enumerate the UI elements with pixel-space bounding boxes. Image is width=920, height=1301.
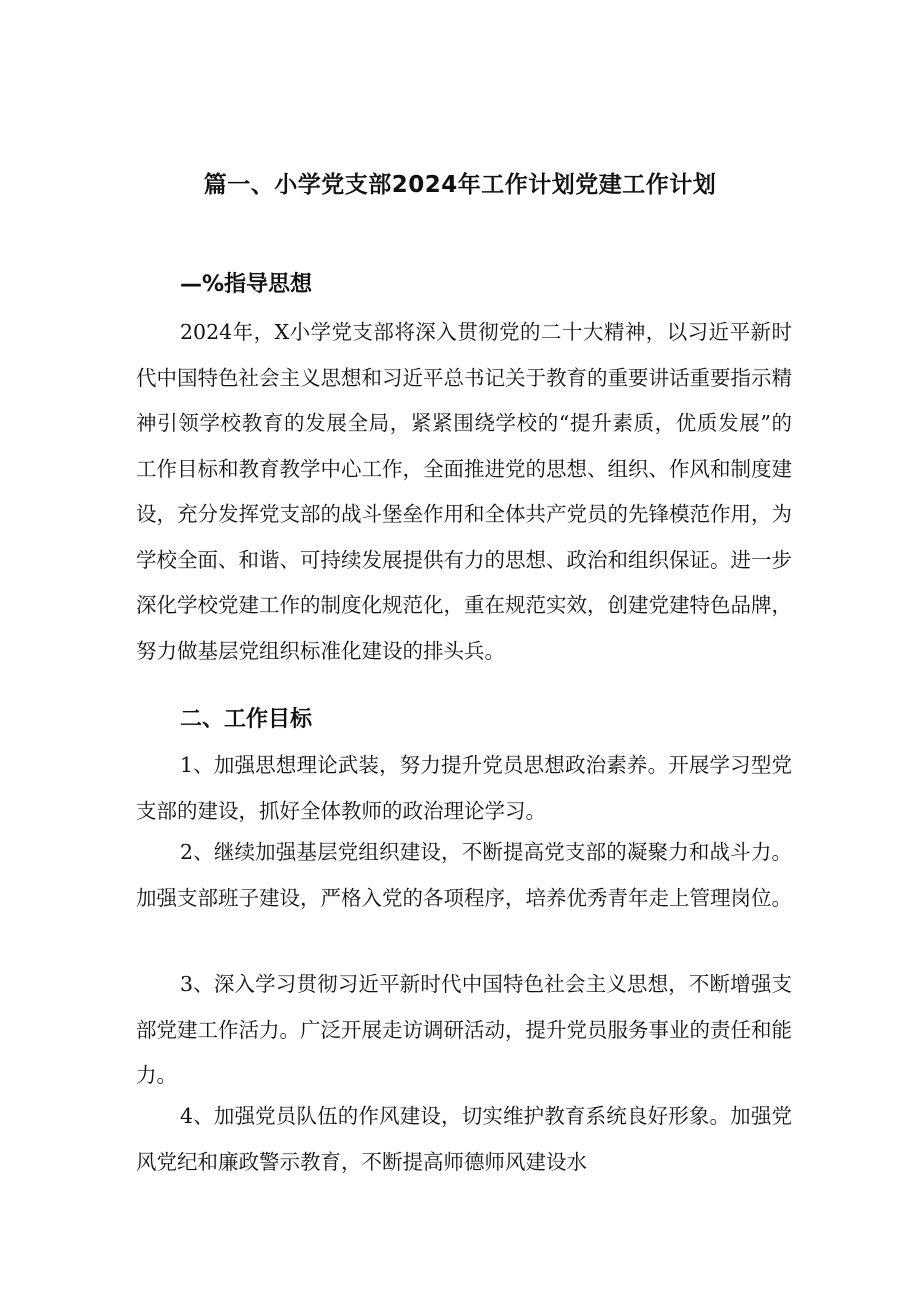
goal-item-3: 3、深入学习贯彻习近平新时代中国特色社会主义思想，不断增强支部党建工作活力。广泛开展走访调研活动，提升党员服务事业的责任和能力。: [136, 972, 792, 1087]
guiding-ideology-paragraph: 2024年，X小学党支部将深入贯彻党的二十大精神，以习近平新时代中国特色社会主义思想和习近平总书记关于教育的重要讲话重要指示精神引领学校教育的发展全局，紧紧围绕学校的“提升素质，优质发展”的工作目标和教育教学中心工作，全面推进党的思想、组织、作风和制度建设，充分发挥党支部的战斗堡垒作用和全体共产党员的先锋模范作用，为学校全面、和谐、可持续发展提供有力的思想、政治和组织保证。进一步深化学校党建工作的制度化规范化，重在规范实效，创建党建特色品牌，努力做基层党组织标准化建设的排头兵。: [136, 320, 792, 663]
section-heading-work-goals: 二、工作目标: [180, 707, 313, 732]
document-title: 篇一、小学党支部2024年工作计划党建工作计划: [203, 172, 717, 198]
goal-item-2: 2、继续加强基层党组织建设，不断提高党支部的凝聚力和战斗力。加强支部班子建设，严格入党的各项程序，培养优秀青年走上管理岗位。: [136, 840, 792, 910]
section-heading-guiding-ideology: —%指导思想: [180, 272, 313, 297]
goal-item-4: 4、加强党员队伍的作风建设，切实维护教育系统良好形象。加强党风党纪和廉政警示教育，不断提高师德师风建设水: [136, 1104, 792, 1174]
goal-item-1: 1、加强思想理论武装，努力提升党员思想政治素养。开展学习型党支部的建设，抓好全体教师的政治理论学习。: [136, 753, 792, 823]
